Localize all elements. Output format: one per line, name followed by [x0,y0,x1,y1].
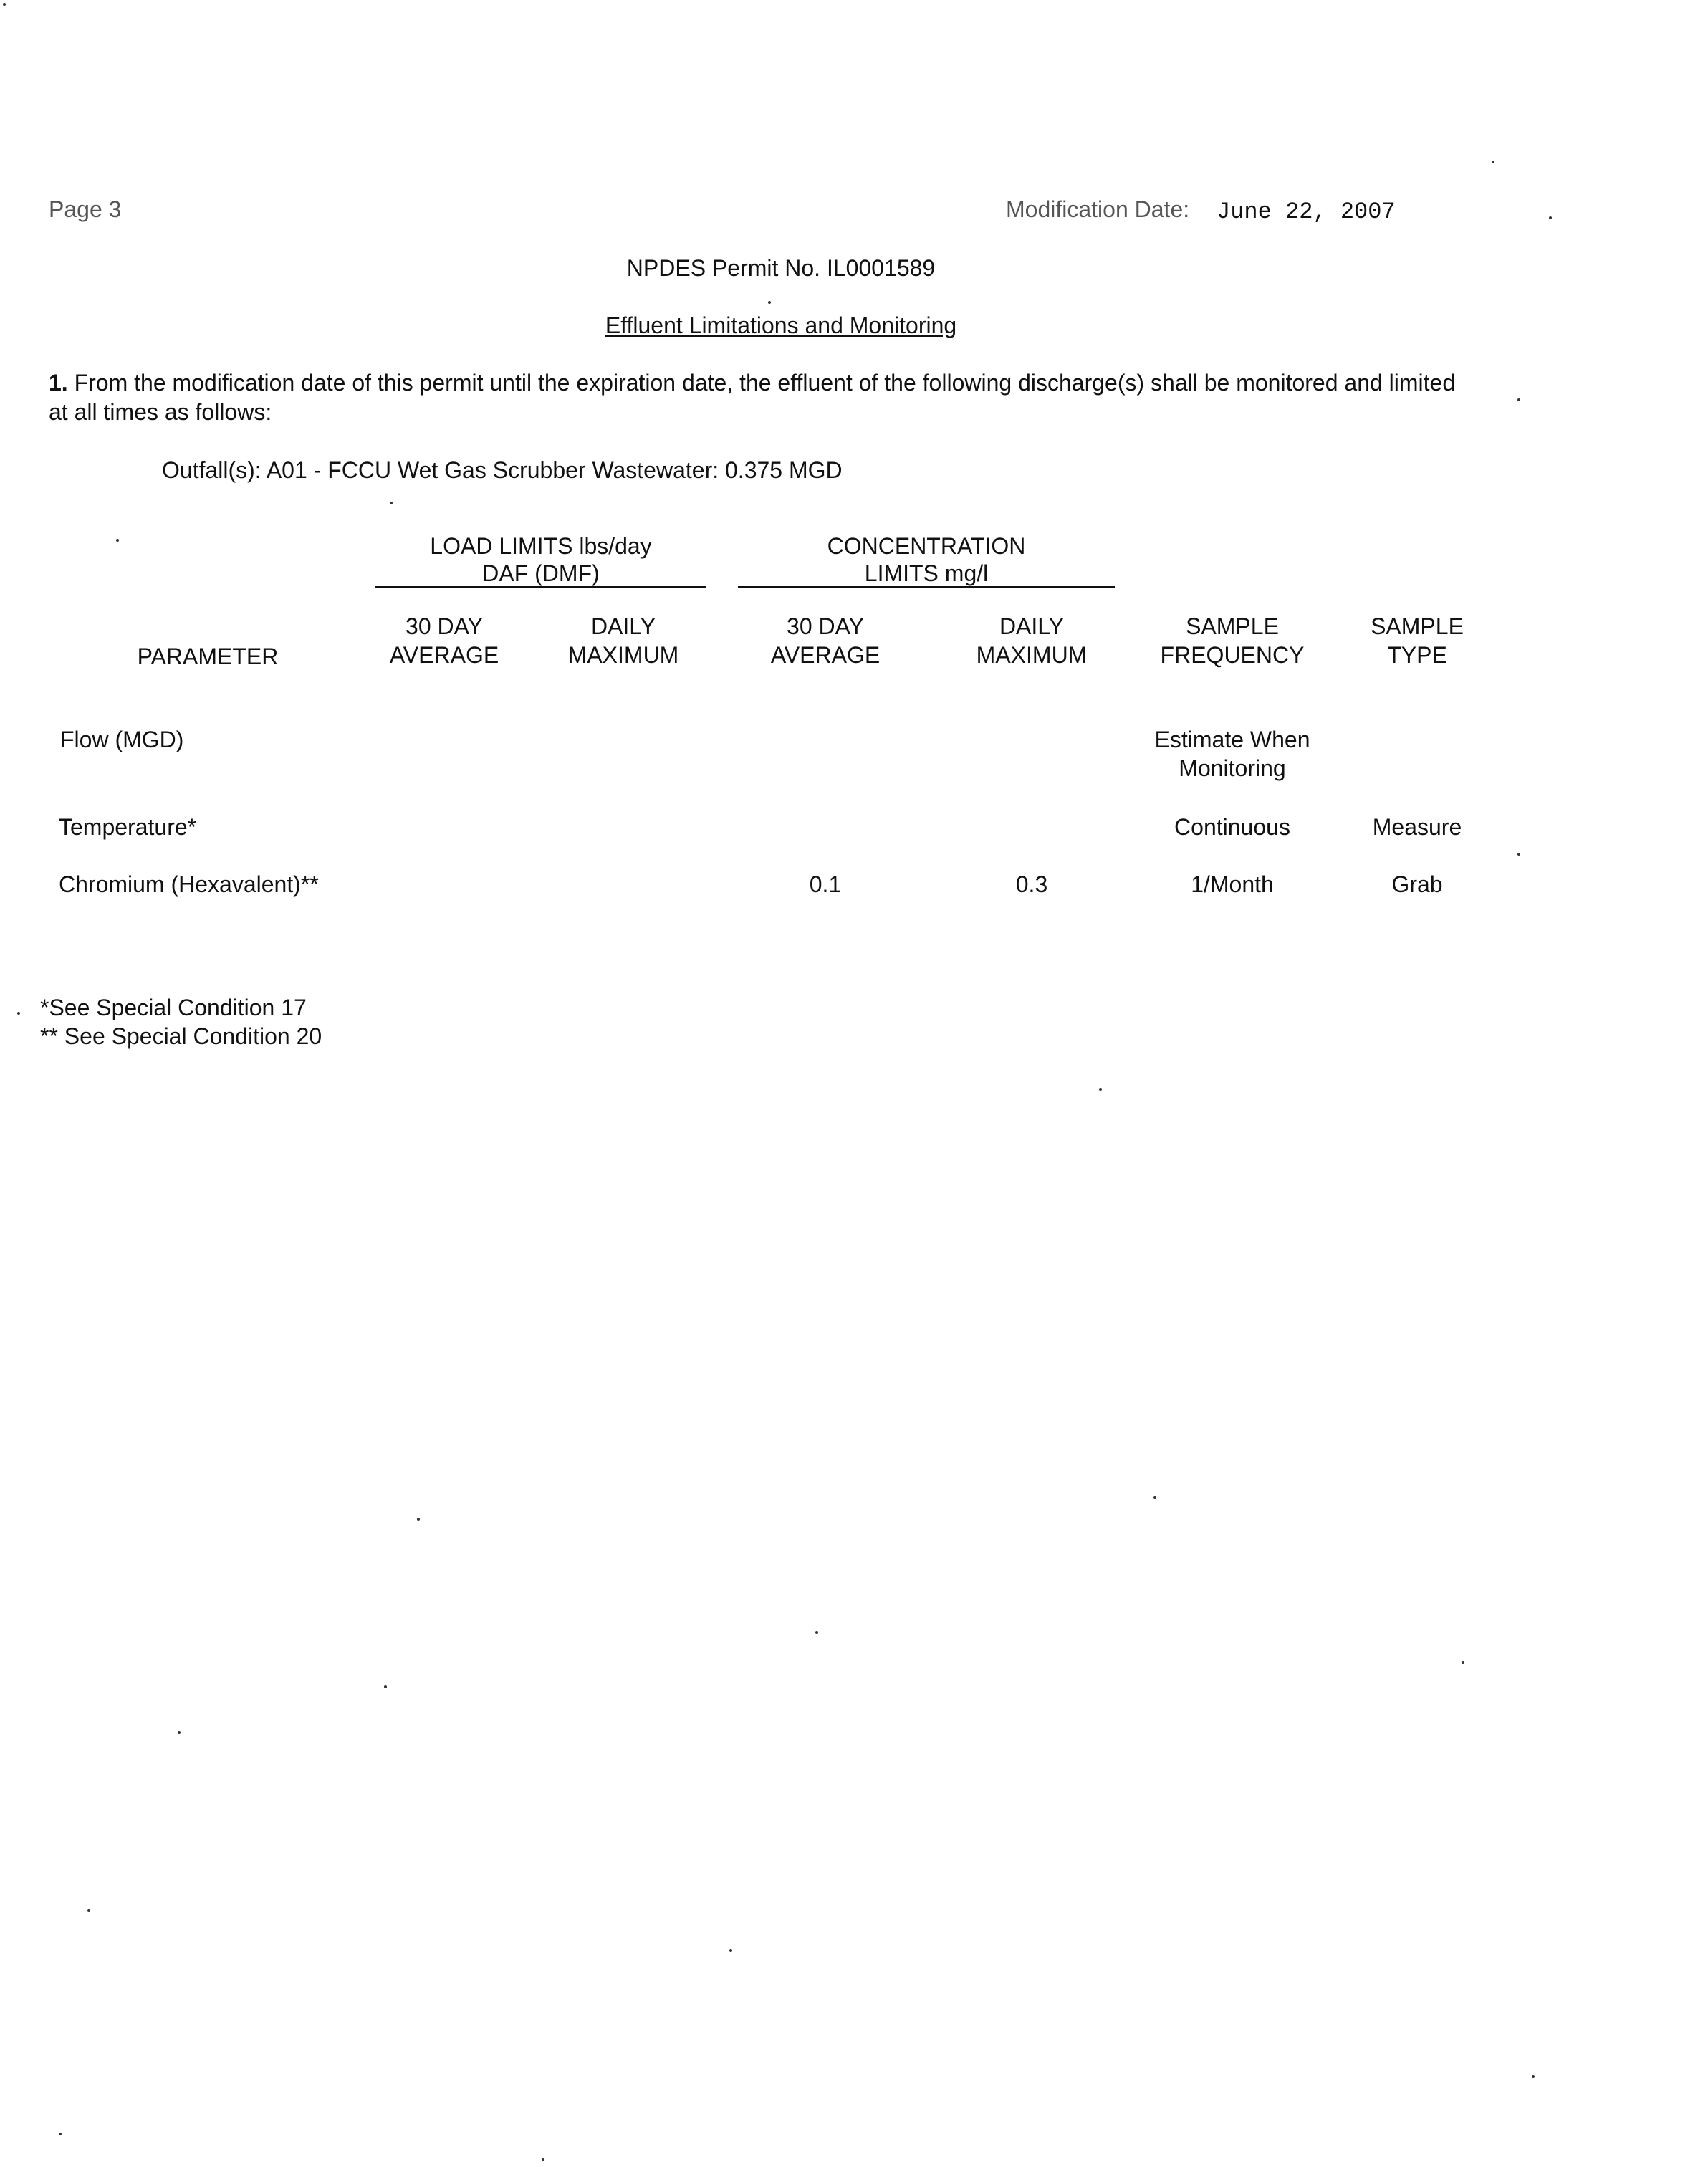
scan-speck [178,1731,181,1734]
intro-text-line2: at all times as follows: [49,399,272,425]
scan-speck [542,2158,544,2161]
page-number: Page 3 [49,196,122,222]
row-chromium-frequency: 1/Month [1191,871,1274,897]
scan-speck [3,3,6,6]
scan-speck [417,1518,420,1521]
scan-speck [390,502,393,504]
concentration-group-line1: CONCENTRATION [827,533,1026,559]
concentration-rule [738,586,1115,588]
col-header-load-30day-l1: 30 DAY [406,613,483,639]
outfall-line: Outfall(s): A01 - FCCU Wet Gas Scrubber Wastewater: 0.375 MGD [162,457,843,483]
scan-speck [1153,1496,1156,1499]
intro-number: 1. [49,370,68,396]
intro-text-line1: From the modification date of this permit until the expiration date, the effluent of the following discharge(s) shall be monitored and limited [74,370,1456,396]
col-header-frequency [1146,612,1318,669]
col-header-conc-daily [960,612,1103,669]
row-chromium-conc-daily: 0.3 [1015,871,1048,897]
row-chromium-type: Grab [1391,871,1443,897]
scan-speck [384,1685,387,1688]
scan-speck [1492,161,1494,163]
footnote-2: ** See Special Condition 20 [40,1023,322,1049]
col-header-load-30day [373,612,516,669]
scan-speck [1099,1088,1102,1091]
intro-paragraph [49,368,1455,397]
scan-speck [17,1012,20,1015]
section-title: Effluent Limitations and Monitoring [605,312,957,338]
row-flow-parameter: Flow (MGD) [60,727,184,752]
modification-date-label: Modification Date: [1006,196,1190,222]
load-limits-group-line2: DAF (DMF) [482,560,600,586]
col-header-conc-30day [754,612,897,669]
col-header-frequency-l2: FREQUENCY [1160,642,1305,668]
scan-speck [1532,2075,1535,2078]
col-header-type-l2: TYPE [1387,642,1447,668]
col-header-conc-30day-l1: 30 DAY [787,613,864,639]
scan-speck [1462,1661,1464,1664]
scan-speck [1517,398,1520,401]
row-flow-frequency-l2: Monitoring [1179,755,1286,781]
col-header-load-30day-l2: AVERAGE [389,642,499,668]
col-header-load-daily-l1: DAILY [590,613,656,639]
col-header-type-l1: SAMPLE [1371,613,1464,639]
load-limits-group-line1: LOAD LIMITS lbs/day [430,533,652,559]
scan-speck [116,539,119,542]
scan-speck [1517,853,1520,856]
scan-speck [87,1909,90,1912]
col-header-load-daily [552,612,695,669]
scan-speck [729,1949,732,1952]
modification-date-value: June 22, 2007 [1217,198,1396,225]
row-temperature-type: Measure [1372,814,1462,840]
row-flow-frequency [1132,725,1333,783]
footnote-1: *See Special Condition 17 [40,995,307,1020]
load-limits-rule [375,586,706,588]
col-header-type [1345,612,1489,669]
concentration-group-line2: LIMITS mg/l [864,560,989,586]
row-temperature-parameter: Temperature* [59,814,197,840]
scan-speck [59,2133,62,2135]
row-temperature-frequency: Continuous [1174,814,1290,840]
scan-speck [1549,216,1552,219]
col-header-conc-daily-l2: MAXIMUM [976,642,1088,668]
permit-number: NPDES Permit No. IL0001589 [626,255,936,281]
col-header-conc-daily-l1: DAILY [999,613,1065,639]
col-header-load-daily-l2: MAXIMUM [567,642,679,668]
row-chromium-conc-30day: 0.1 [809,871,842,897]
row-flow-frequency-l1: Estimate When [1154,727,1310,752]
col-header-frequency-l1: SAMPLE [1186,613,1279,639]
scan-speck [815,1631,818,1634]
col-header-conc-30day-l2: AVERAGE [770,642,881,668]
row-chromium-parameter: Chromium (Hexavalent)** [59,871,319,897]
col-header-parameter: PARAMETER [137,644,279,669]
scan-speck [768,301,771,304]
